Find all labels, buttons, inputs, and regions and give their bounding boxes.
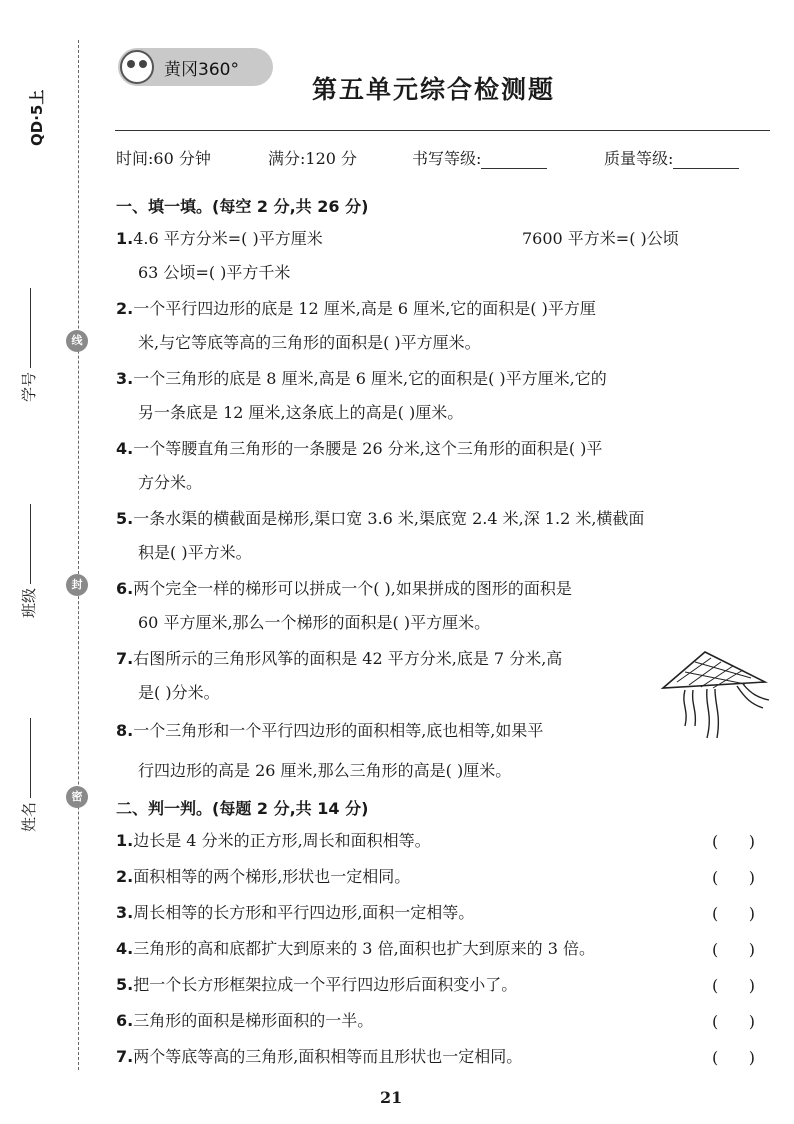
section-heading: 一、填一填。(每空 2 分,共 26 分)	[116, 197, 369, 216]
question-text: 三角形的高和底都扩大到原来的 3 倍,面积也扩大到原来的 3 倍。	[133, 939, 596, 958]
field-label: 班级	[20, 587, 38, 618]
question-text: 一个三角形和一个平行四边形的面积相等,底也相等,如果平	[133, 721, 544, 740]
field-blank[interactable]	[29, 718, 31, 798]
quality-grade	[604, 146, 739, 169]
kite-illustration	[655, 648, 773, 740]
answer-parentheses[interactable]: ( )	[712, 1048, 755, 1067]
question-line	[138, 606, 490, 640]
question-text: 边长是 4 分米的正方形,周长和面积相等。	[133, 831, 431, 850]
question-number: 3.	[116, 369, 134, 388]
question-line	[116, 222, 323, 256]
section-heading: 二、判一判。(每题 2 分,共 14 分)	[116, 799, 369, 818]
question-line	[138, 326, 481, 360]
question-text: 米,与它等底等高的三角形的面积是( )平方厘米。	[138, 333, 481, 352]
question-line	[138, 676, 220, 710]
field-name	[18, 718, 39, 832]
quality-grade-blank[interactable]	[673, 154, 739, 169]
judge-item	[116, 860, 410, 894]
question-text: 两个等底等高的三角形,面积相等而且形状也一定相同。	[133, 1047, 523, 1066]
judge-item	[116, 1040, 522, 1074]
binding-mark: 线	[66, 330, 88, 352]
question-text: 右图所示的三角形风筝的面积是 42 平方分米,底是 7 分米,高	[133, 649, 563, 668]
answer-parentheses[interactable]: ( )	[712, 904, 755, 923]
answer-parentheses[interactable]: ( )	[712, 1012, 755, 1031]
judge-item	[116, 824, 431, 858]
question-text: 积是( )平方米。	[138, 543, 252, 562]
question-number: 1.	[116, 831, 134, 850]
field-blank[interactable]	[29, 504, 31, 584]
question-number: 4.	[116, 439, 134, 458]
question-number: 5.	[116, 509, 134, 528]
question-number: 6.	[116, 579, 134, 598]
field-student-number	[18, 288, 39, 402]
question-line	[138, 396, 463, 430]
question-text: 三角形的面积是梯形面积的一半。	[133, 1011, 374, 1030]
question-line	[116, 502, 644, 536]
answer-parentheses[interactable]: ( )	[712, 940, 755, 959]
quality-grade-label: 质量等级:	[604, 149, 674, 168]
question-text: 一个等腰直角三角形的一条腰是 26 分米,这个三角形的面积是( )平	[133, 439, 603, 458]
question-line	[522, 222, 679, 256]
title-rule	[115, 130, 770, 131]
question-text: 两个完全一样的梯形可以拼成一个( ),如果拼成的图形的面积是	[133, 579, 572, 598]
question-number: 6.	[116, 1011, 134, 1030]
fold-line	[78, 40, 79, 1070]
question-line	[138, 536, 252, 570]
question-number: 8.	[116, 721, 134, 740]
question-line	[116, 292, 596, 326]
question-text: 周长相等的长方形和平行四边形,面积一定相等。	[133, 903, 475, 922]
question-number: 1.	[116, 229, 134, 248]
question-text: 一个平行四边形的底是 12 厘米,高是 6 厘米,它的面积是( )平方厘	[133, 299, 596, 318]
question-number: 2.	[116, 299, 134, 318]
page-number: 21	[380, 1088, 403, 1107]
field-label: 学号	[20, 371, 38, 402]
question-line	[138, 256, 290, 290]
field-label: 姓名	[20, 801, 38, 832]
question-line	[138, 466, 202, 500]
writing-grade	[412, 146, 547, 169]
question-line	[116, 714, 543, 748]
question-text: 一个三角形的底是 8 厘米,高是 6 厘米,它的面积是( )平方厘米,它的	[133, 369, 607, 388]
question-text: 一条水渠的横截面是梯形,渠口宽 3.6 米,渠底宽 2.4 米,深 1.2 米,横截面	[133, 509, 645, 528]
judge-item	[116, 1004, 373, 1038]
question-number: 2.	[116, 867, 134, 886]
binding-mark: 密	[66, 786, 88, 808]
question-number: 7.	[116, 1047, 134, 1066]
question-text: 7600 平方米=( )公顷	[522, 229, 679, 248]
question-text: 另一条底是 12 厘米,这条底上的高是( )厘米。	[138, 403, 464, 422]
question-line	[116, 432, 602, 466]
judge-item	[116, 968, 517, 1002]
answer-parentheses[interactable]: ( )	[712, 832, 755, 851]
answer-parentheses[interactable]: ( )	[712, 868, 755, 887]
question-line	[116, 572, 572, 606]
question-text: 63 公顷=( )平方千米	[138, 263, 291, 282]
writing-grade-blank[interactable]	[481, 154, 547, 169]
question-line	[138, 754, 511, 788]
question-text: 是( )分米。	[138, 683, 220, 702]
judge-item	[116, 932, 595, 966]
score-info: 满分:120 分	[268, 149, 358, 168]
question-text: 行四边形的高是 26 厘米,那么三角形的高是( )厘米。	[138, 761, 512, 780]
cartoon-logo-icon	[120, 50, 154, 84]
question-text: 方分米。	[138, 473, 203, 492]
writing-grade-label: 书写等级:	[412, 149, 482, 168]
question-number: 5.	[116, 975, 134, 994]
question-line	[116, 362, 607, 396]
question-number: 7.	[116, 649, 134, 668]
brand-name: 黄冈360°	[164, 59, 239, 80]
question-line	[116, 642, 562, 676]
field-blank[interactable]	[29, 288, 31, 368]
page-title: 第五单元综合检测题	[312, 75, 556, 104]
question-text: 60 平方厘米,那么一个梯形的面积是( )平方厘米。	[138, 613, 491, 632]
question-text: 把一个长方形框架拉成一个平行四边形后面积变小了。	[133, 975, 518, 994]
question-number: 3.	[116, 903, 134, 922]
answer-parentheses[interactable]: ( )	[712, 976, 755, 995]
question-text: 面积相等的两个梯形,形状也一定相同。	[133, 867, 411, 886]
question-number: 4.	[116, 939, 134, 958]
side-code: QD·5上	[28, 89, 46, 146]
binding-mark: 封	[66, 574, 88, 596]
time-info: 时间:60 分钟	[116, 149, 211, 168]
field-class	[18, 504, 39, 618]
brand-badge	[118, 48, 273, 86]
judge-item	[116, 896, 474, 930]
question-text: 4.6 平方分米=( )平方厘米	[133, 229, 323, 248]
